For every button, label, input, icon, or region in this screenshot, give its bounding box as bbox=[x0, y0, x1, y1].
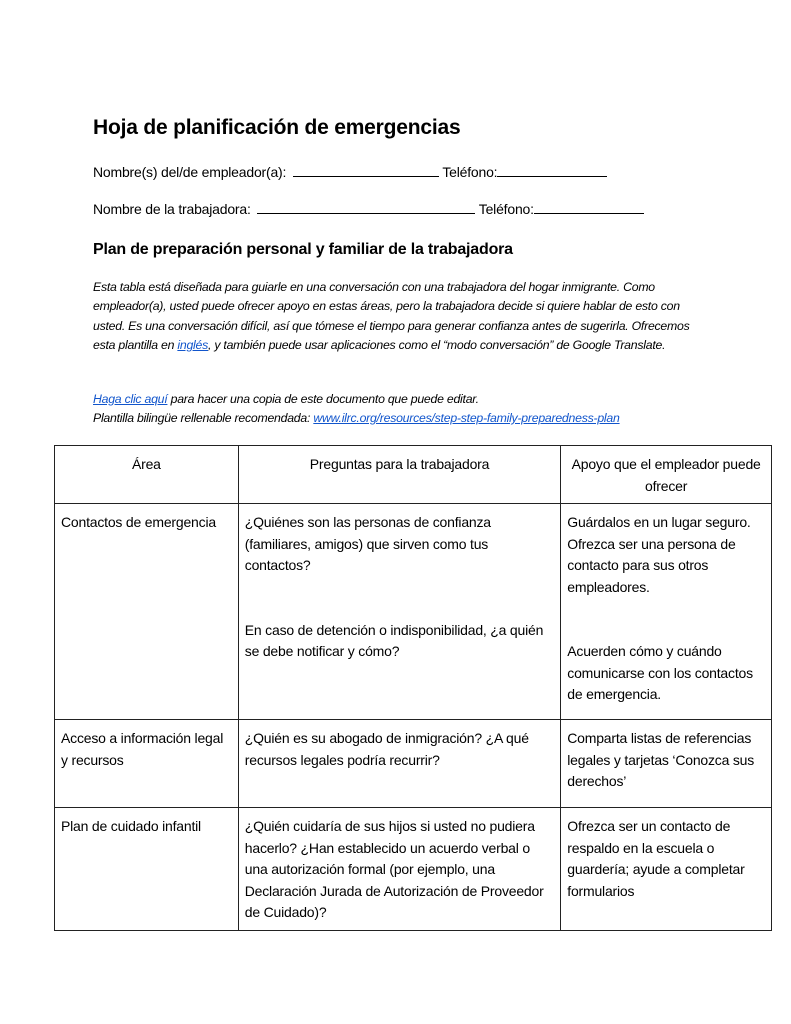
worker-name-field-row bbox=[93, 201, 644, 217]
support-cell bbox=[561, 808, 772, 931]
employer-name-label: Nombre(s) del/de empleador(a): bbox=[93, 164, 287, 180]
page-title: Hoja de planificación de emergencias bbox=[93, 116, 461, 139]
intro-text-end: , y también puede usar aplicaciones como el “modo conversación” de Google Translate. bbox=[208, 337, 666, 352]
question-text: ¿Quién es su abogado de inmigración? ¿A qué recursos legales podría recurrir? bbox=[244, 730, 529, 768]
intro-paragraph bbox=[93, 278, 703, 355]
intro-text: Esta tabla está diseñada para guiarle en una conversación con una trabajadora del hogar inmigrante. Como empleador(a), usted puede ofrecer apoyo en estas áreas, pero la trabajadora decide si quiere hablar de esto con usted. Es una conversación difícil, así que tómese el tiempo para generar confianza antes de sugerirla. Ofrecemos esta plantilla en bbox=[93, 280, 690, 352]
area-cell: Contactos de emergencia bbox=[55, 504, 239, 720]
support-text: Guárdalos en un lugar seguro. Ofrezca ser una persona de contacto para sus otros empleadores. bbox=[567, 514, 751, 595]
area-cell: Acceso a información legal y recursos bbox=[55, 720, 239, 808]
header-area: Área bbox=[55, 446, 239, 504]
template-label: Plantilla bilingüe rellenable recomendada: bbox=[93, 411, 314, 425]
employer-phone-input[interactable] bbox=[497, 165, 607, 177]
question-text: ¿Quiénes son las personas de confianza (familiares, amigos) que sirven como tus contactos? bbox=[244, 514, 491, 573]
header-support: Apoyo que el empleador puede ofrecer bbox=[561, 446, 772, 504]
planning-table bbox=[54, 445, 772, 931]
english-template-link[interactable]: inglés bbox=[177, 337, 209, 352]
section-title: Plan de preparación personal y familiar de la trabajadora bbox=[93, 241, 513, 258]
table-row bbox=[55, 504, 772, 720]
area-cell: Plan de cuidado infantil bbox=[55, 808, 239, 931]
support-text: Ofrezca ser un contacto de respaldo en la escuela o guardería; ayude a completar formularios bbox=[567, 818, 745, 899]
header-questions: Preguntas para la trabajadora bbox=[238, 446, 561, 504]
make-copy-text: para hacer una copia de este documento que puede editar. bbox=[167, 392, 479, 406]
worker-phone-label: Teléfono: bbox=[478, 201, 534, 217]
table-header-row bbox=[55, 446, 772, 504]
employer-name-input[interactable] bbox=[293, 165, 439, 177]
support-cell bbox=[561, 720, 772, 808]
make-copy-link[interactable]: Haga clic aquí bbox=[93, 392, 168, 406]
worker-name-label: Nombre de la trabajadora: bbox=[93, 201, 251, 217]
question-text: En caso de detención o indisponibilidad, ¿a quién se debe notificar y cómo? bbox=[244, 621, 544, 659]
question-text: ¿Quién cuidaría de sus hijos si usted no pudiera hacerlo? ¿Han establecido un acuerdo verbal o una autorización formal (por ejemplo, una Declaración Jurada de Autorización de Proveedor de Cuidado)? bbox=[244, 818, 544, 920]
questions-cell bbox=[238, 720, 561, 808]
table-row bbox=[55, 720, 772, 808]
worker-phone-input[interactable] bbox=[534, 202, 644, 214]
employer-phone-label: Teléfono: bbox=[442, 164, 498, 180]
table-row bbox=[55, 808, 772, 931]
questions-cell bbox=[238, 808, 561, 931]
support-cell bbox=[561, 504, 772, 720]
support-text: Acuerden cómo y cuándo comunicarse con los contactos de emergencia. bbox=[567, 643, 753, 702]
employer-name-field-row bbox=[93, 164, 607, 180]
links-block bbox=[93, 390, 733, 428]
support-text: Comparta listas de referencias legales y tarjetas ‘Conozca sus derechos’ bbox=[567, 730, 755, 789]
questions-cell bbox=[238, 504, 561, 720]
ilrc-template-link[interactable]: www.ilrc.org/resources/step-step-family-preparedness-plan bbox=[313, 411, 620, 425]
worker-name-input[interactable] bbox=[257, 202, 475, 214]
